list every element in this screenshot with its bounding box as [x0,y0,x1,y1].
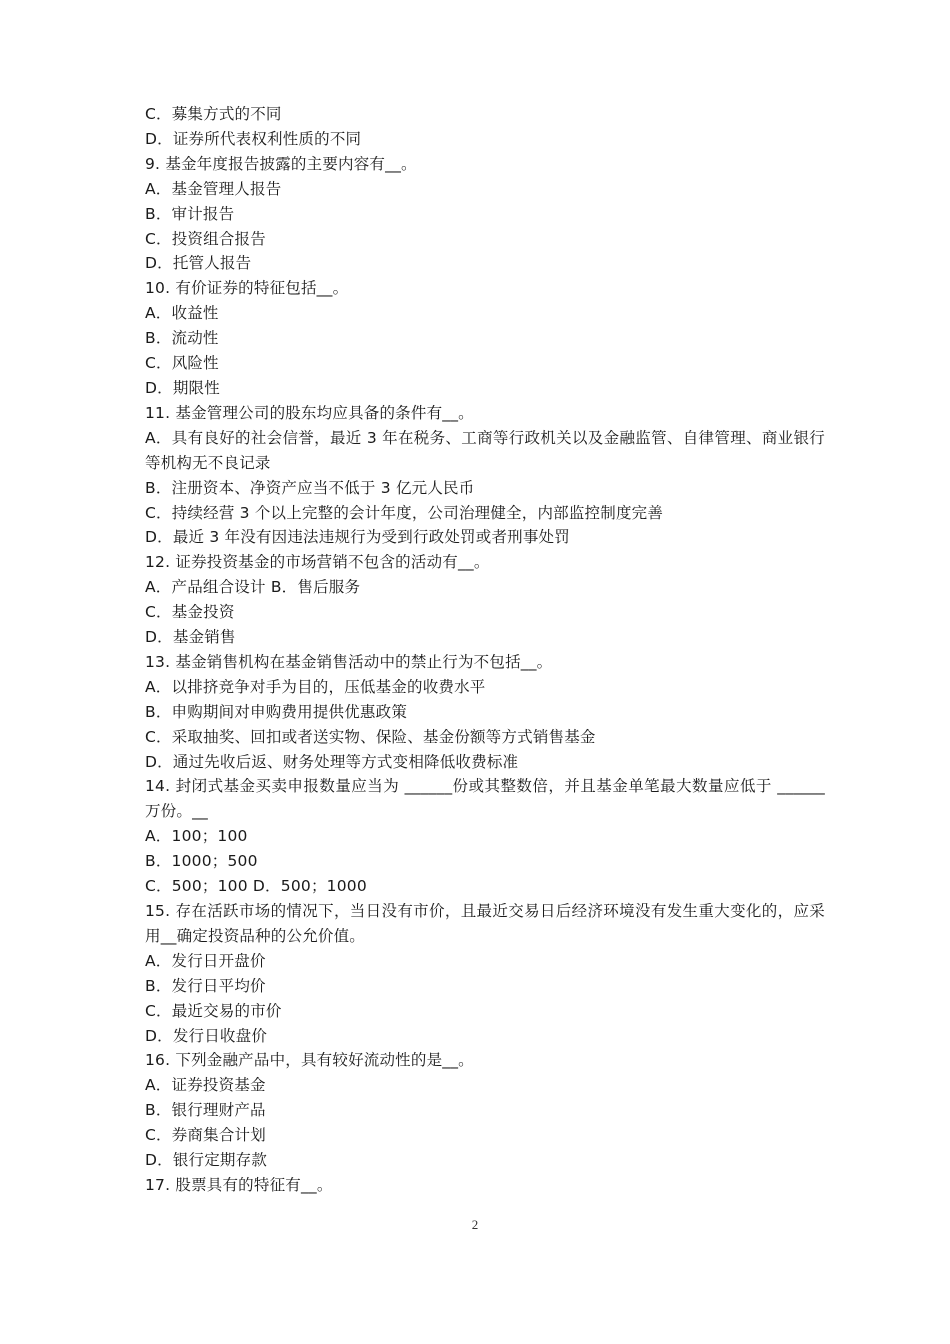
question-13: 13. 基金销售机构在基金销售活动中的禁止行为不包括__。 [145,652,553,671]
option-c: C．风险性 [145,354,219,373]
option-a: A．100；100 [145,827,248,846]
option-c: C．券商集合计划 [145,1126,266,1145]
option-d: D．发行日收盘价 [145,1026,268,1045]
option-a: A．以排挤竞争对手为目的，压低基金的收费水平 [145,677,486,696]
option-c: C．募集方式的不同 [145,105,282,123]
option-a: A．基金管理人报告 [145,179,282,198]
option-c: C．采取抽奖、回扣或者送实物、保险、基金份额等方式销售基金 [145,727,596,746]
option-b: B．1000；500 [145,852,258,871]
option-a: A．具有良好的社会信誉，最近 3 年在税务、工商等行政机关以及金融监管、自律管理、商业银行等机构无不良记录 [145,428,825,472]
question-14: 14. 封闭式基金买卖申报数量应当为 ______份或其整数倍，并且基金单笔最大数量应低于 ______万份。__ [145,777,825,821]
page-content [145,102,825,1198]
option-c: C．持续经营 3 个以上完整的会计年度，公司治理健全，内部监控制度完善 [145,503,664,522]
option-c-d: C．500；100 D．500；1000 [145,877,367,896]
option-d: D．银行定期存款 [145,1151,268,1170]
option-b: B．审计报告 [145,204,235,223]
option-c: C．投资组合报告 [145,229,266,248]
question-12: 12. 证券投资基金的市场营销不包含的活动有__。 [145,553,490,572]
option-b: B．注册资本、净资产应当不低于 3 亿元人民币 [145,478,475,497]
option-b: B．流动性 [145,329,219,348]
question-17: 17. 股票具有的特征有__。 [145,1175,333,1194]
option-b: B．银行理财产品 [145,1101,266,1120]
option-c: C．基金投资 [145,603,235,622]
option-d: D．基金销售 [145,628,236,647]
option-a: A．收益性 [145,304,219,323]
option-a-b: A．产品组合设计 B．售后服务 [145,578,361,597]
question-15: 15. 存在活跃市场的情况下，当日没有市价，且最近交易日后经济环境没有发生重大变化的，应采用__确定投资品种的公允价值。 [145,902,825,945]
option-d: D．证券所代表权利性质的不同 [145,129,362,148]
option-b: B．发行日平均价 [145,976,266,995]
question-10: 10. 有价证券的特征包括__。 [145,279,349,298]
option-d: D．托管人报告 [145,254,252,273]
page-number: 2 [471,1217,479,1232]
question-9: 9. 基金年度报告披露的主要内容有__。 [145,154,417,173]
option-a: A．发行日开盘价 [145,951,266,970]
option-a: A．证券投资基金 [145,1076,266,1095]
question-11: 11. 基金管理公司的股东均应具备的条件有__。 [145,403,474,422]
option-c: C．最近交易的市价 [145,1001,282,1020]
question-16: 16. 下列金融产品中，具有较好流动性的是__。 [145,1051,474,1070]
option-d: D．最近 3 年没有因违法违规行为受到行政处罚或者刑事处罚 [145,528,570,547]
option-d: D．期限性 [145,378,220,397]
option-d: D．通过先收后返、财务处理等方式变相降低收费标准 [145,752,519,771]
option-b: B．申购期间对申购费用提供优惠政策 [145,702,408,721]
